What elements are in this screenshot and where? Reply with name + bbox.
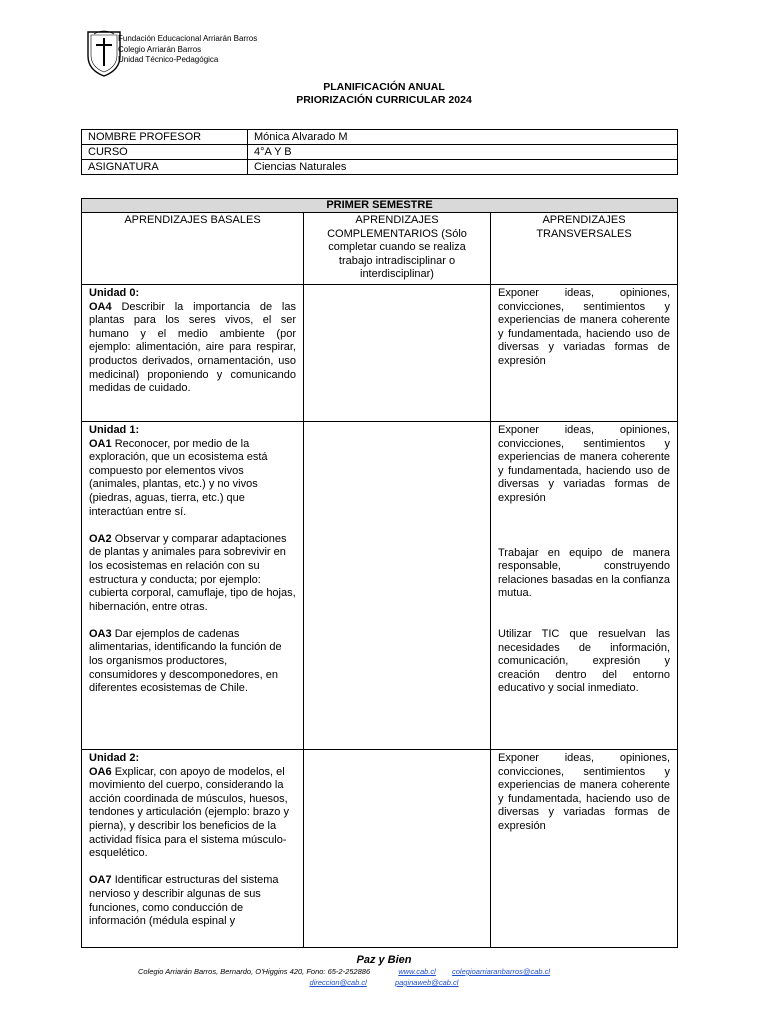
oa-text: Identificar estructuras del sistema nervioso y describir algunas de sus funciones, como conducción de información (médula espinal y bbox=[89, 874, 279, 928]
oa-code: OA6 bbox=[89, 765, 112, 778]
unit-transversales-cell bbox=[491, 749, 678, 947]
table-row bbox=[82, 145, 678, 160]
school-info bbox=[118, 34, 257, 66]
column-header-row bbox=[82, 213, 678, 285]
column-header-complementarios: APRENDIZAJES COMPLEMENTARIOS (Sólo completar cuando se realiza trabajo intradisciplinar o interdisciplinar) bbox=[304, 213, 491, 285]
unit-row bbox=[82, 284, 678, 421]
oa-text: Describir la importancia de las plantas para los seres vivos, el ser humano y el medio ambiente (por ejemplo: alimentación, aire para respirar, productos derivados, ornamentación, uso medicinal) proponiendo y comunicando medidas de cuidado. bbox=[89, 300, 296, 395]
footer-web-link[interactable]: www.cab.cl bbox=[398, 967, 436, 976]
footer-address: Colegio Arriarán Barros, Bernardo, O'Higgins 420, Fono: 65-2-252886 bbox=[138, 967, 371, 976]
info-label: NOMBRE PROFESOR bbox=[82, 130, 248, 145]
table-row bbox=[82, 160, 678, 175]
unit-transversales-cell bbox=[491, 421, 678, 749]
unit-basales-cell bbox=[82, 749, 304, 947]
oa-code: OA3 bbox=[89, 627, 112, 640]
oa-code: OA1 bbox=[89, 437, 112, 450]
footer-contact-line bbox=[0, 978, 768, 987]
unit-title: Unidad 2: bbox=[89, 751, 140, 764]
document-subtitle: PRIORIZACIÓN CURRICULAR 2024 bbox=[296, 94, 472, 106]
planning-table bbox=[81, 198, 678, 948]
school-crest-logo bbox=[86, 26, 122, 78]
school-foundation: Fundación Educacional Arriarán Barros bbox=[118, 34, 258, 43]
footer-email-link[interactable]: direccion@cab.cl bbox=[309, 978, 367, 987]
oa-code: OA2 bbox=[89, 532, 112, 545]
transversal-item: Utilizar TIC que resuelvan las necesidades de información, comunicación, expresión y creación dentro del entorno educativo y social inmediato. bbox=[498, 627, 671, 695]
transversal-item: Trabajar en equipo de manera responsable, construyendo relaciones basadas en la confianza mutua. bbox=[498, 546, 671, 600]
document-title: PLANIFICACIÓN ANUAL bbox=[323, 81, 445, 93]
oa-code: OA7 bbox=[89, 874, 112, 887]
footer-address-line bbox=[138, 967, 550, 976]
oa-item bbox=[89, 628, 296, 696]
oa-item bbox=[89, 301, 296, 396]
teacher-info-table bbox=[81, 129, 678, 175]
unit-complementarios-cell bbox=[304, 421, 491, 749]
info-label: CURSO bbox=[82, 145, 248, 160]
semester-heading: PRIMER SEMESTRE bbox=[82, 199, 678, 213]
oa-code: OA4 bbox=[89, 300, 112, 313]
column-header-transversales: APRENDIZAJES TRANSVERSALES bbox=[491, 213, 678, 285]
info-value: Ciencias Naturales bbox=[248, 160, 678, 175]
school-unit: Unidad Técnico-Pedagógica bbox=[118, 55, 219, 64]
column-header-basales: APRENDIZAJES BASALES bbox=[82, 213, 304, 285]
school-name: Colegio Arriarán Barros bbox=[118, 44, 202, 54]
oa-item bbox=[89, 533, 296, 615]
oa-text: Observar y comparar adaptaciones de plantas y animales para sobrevivir en los ecosistemas en relación con su estructura y conducta; por ejemplo: cubierta corporal, camuflaje, tipo de hojas, hibernación, entre otras. bbox=[89, 532, 296, 613]
footer-email-link[interactable]: colegioarriaranbarros@cab.cl bbox=[452, 967, 551, 976]
unit-complementarios-cell bbox=[304, 749, 491, 947]
unit-row bbox=[82, 749, 678, 947]
unit-basales-cell bbox=[82, 284, 304, 421]
unit-title: Unidad 1: bbox=[89, 423, 140, 436]
transversal-item: Exponer ideas, opiniones, convicciones, sentimientos y experiencias de manera coherente y fundamentada, haciendo uso de diversas y variadas formas de expresión bbox=[498, 751, 671, 832]
unit-basales-cell bbox=[82, 421, 304, 749]
unit-complementarios-cell bbox=[304, 284, 491, 421]
oa-text: Explicar, con apoyo de modelos, el movimiento del cuerpo, considerando la acción coordinada de músculos, huesos, tendones y articulación (ejemplo: brazo y pierna), y describir los beneficios de la actividad física para el sistema músculo-esquelético. bbox=[89, 765, 289, 860]
footer-email-link[interactable]: paginaweb@cab.cl bbox=[394, 978, 459, 987]
info-value: 4°A Y B bbox=[248, 145, 678, 160]
table-row bbox=[82, 130, 678, 145]
info-value: Mónica Alvarado M bbox=[248, 130, 678, 145]
transversal-item: Exponer ideas, opiniones, convicciones, sentimientos y experiencias de manera coherente y fundamentada, haciendo uso de diversas y variadas formas de expresión bbox=[498, 286, 671, 367]
semester-row bbox=[82, 199, 678, 213]
unit-title: Unidad 0: bbox=[89, 286, 140, 299]
unit-row bbox=[82, 421, 678, 749]
oa-item bbox=[89, 438, 296, 520]
oa-text: Dar ejemplos de cadenas alimentarias, identificando la función de los organismos productores, consumidores y descomponedores, en diferentes ecosistemas de Chile. bbox=[89, 627, 282, 695]
oa-item bbox=[89, 766, 296, 861]
info-label: ASIGNATURA bbox=[82, 160, 248, 175]
oa-item bbox=[89, 874, 296, 928]
transversal-item: Exponer ideas, opiniones, convicciones, sentimientos y experiencias de manera coherente y fundamentada, haciendo uso de diversas y variadas formas de expresión bbox=[498, 423, 671, 504]
oa-text: Reconocer, por medio de la exploración, que un ecosistema está compuesto por elementos vivos (animales, plantas, etc.) y no vivos (piedras, aguas, tierra, etc.) que interactúan entre sí. bbox=[89, 437, 268, 518]
footer-motto: Paz y Bien bbox=[356, 954, 412, 966]
unit-transversales-cell bbox=[491, 284, 678, 421]
